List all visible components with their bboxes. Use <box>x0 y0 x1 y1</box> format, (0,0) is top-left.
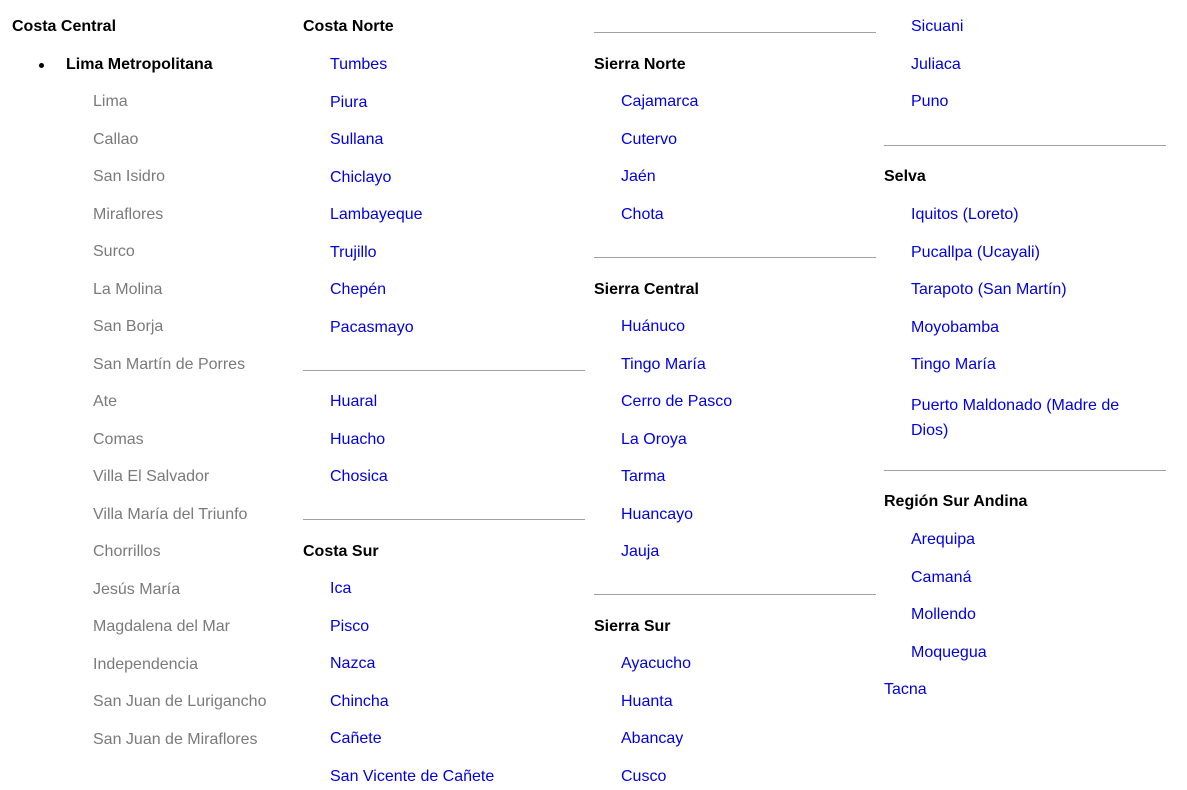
divider <box>303 370 585 371</box>
link-item[interactable]: Tingo María <box>911 356 996 373</box>
divider <box>884 470 1166 471</box>
link-item[interactable]: Tarma <box>621 468 666 485</box>
list-item: Villa El Salvador <box>93 468 210 485</box>
link-item[interactable]: Arequipa <box>911 531 976 548</box>
link-item[interactable]: Chepén <box>330 281 387 298</box>
link-item[interactable]: Tumbes <box>330 56 388 73</box>
list-item: Ate <box>93 393 118 410</box>
link-item[interactable]: Moyobamba <box>911 319 1000 336</box>
link-item[interactable]: Cusco <box>621 768 667 785</box>
heading-costa-central: Costa Central <box>12 18 117 35</box>
link-item[interactable]: Chiclayo <box>330 169 392 186</box>
link-item[interactable]: Pisco <box>330 618 370 635</box>
divider <box>594 594 876 595</box>
divider <box>884 145 1166 146</box>
link-item[interactable]: Puerto Maldonado (Madre de Dios) <box>911 397 1120 439</box>
link-item[interactable]: Iquitos (Loreto) <box>911 206 1019 223</box>
link-item[interactable]: Cajamarca <box>621 93 699 110</box>
link-item[interactable]: Cerro de Pasco <box>621 393 733 410</box>
link-item[interactable]: Huanta <box>621 693 673 710</box>
link-item[interactable]: Nazca <box>330 655 376 672</box>
link-item[interactable]: Chota <box>621 206 664 223</box>
list-item: Independencia <box>93 656 198 673</box>
list-item: Comas <box>93 431 144 448</box>
link-item[interactable]: Juliaca <box>911 56 961 73</box>
link-tacna[interactable]: Tacna <box>884 681 927 698</box>
heading-selva: Selva <box>884 168 926 185</box>
link-item[interactable]: Huacho <box>330 431 386 448</box>
list-item: Surco <box>93 243 135 260</box>
list-item: San Borja <box>93 318 164 335</box>
link-item[interactable]: Cutervo <box>621 131 678 148</box>
link-item[interactable]: Pucallpa (Ucayali) <box>911 244 1040 261</box>
link-item[interactable]: Sullana <box>330 131 384 148</box>
bullet-icon <box>39 63 44 68</box>
list-item: Miraflores <box>93 206 164 223</box>
list-item: Callao <box>93 131 139 148</box>
link-item[interactable]: Jauja <box>621 543 660 560</box>
link-item[interactable]: Sicuani <box>911 18 964 35</box>
link-item[interactable]: Huaral <box>330 393 378 410</box>
link-item[interactable]: Mollendo <box>911 606 976 623</box>
link-item[interactable]: Tingo María <box>621 356 706 373</box>
subheading-lima-metropolitana: Lima Metropolitana <box>66 56 213 73</box>
list-item: San Isidro <box>93 168 166 185</box>
heading-costa-norte: Costa Norte <box>303 18 394 35</box>
link-item[interactable]: Lambayeque <box>330 206 423 223</box>
link-item[interactable]: Piura <box>330 94 368 111</box>
divider <box>594 257 876 258</box>
heading-sierra-sur: Sierra Sur <box>594 618 671 635</box>
link-item[interactable]: Tarapoto (San Martín) <box>911 281 1067 298</box>
link-item[interactable]: Puno <box>911 93 949 110</box>
link-item[interactable]: Huancayo <box>621 506 694 523</box>
link-item[interactable]: Trujillo <box>330 244 377 261</box>
list-item: Villa María del Triunfo <box>93 506 248 523</box>
heading-costa-sur: Costa Sur <box>303 543 379 560</box>
link-item[interactable]: Camaná <box>911 569 972 586</box>
link-item[interactable]: Ayacucho <box>621 655 691 672</box>
link-item[interactable]: Abancay <box>621 730 684 747</box>
divider <box>303 519 585 520</box>
list-item: Chorrillos <box>93 543 161 560</box>
link-item[interactable]: Moquegua <box>911 644 987 661</box>
link-item[interactable]: Chosica <box>330 468 388 485</box>
divider <box>594 32 876 33</box>
link-item[interactable]: Ica <box>330 580 352 597</box>
link-item[interactable]: Jaén <box>621 168 656 185</box>
list-item: Magdalena del Mar <box>93 618 230 635</box>
heading-sierra-norte: Sierra Norte <box>594 56 686 73</box>
link-item[interactable]: Huánuco <box>621 318 686 335</box>
heading-region-sur-andina: Región Sur Andina <box>884 493 1028 510</box>
link-item[interactable]: Pacasmayo <box>330 319 414 336</box>
list-item: Jesús María <box>93 581 181 598</box>
list-item: La Molina <box>93 281 163 298</box>
list-item: San Martín de Porres <box>93 356 246 373</box>
link-item[interactable]: La Oroya <box>621 431 687 448</box>
link-item[interactable]: Chincha <box>330 693 389 710</box>
heading-sierra-central: Sierra Central <box>594 281 699 298</box>
list-item: San Juan de Lurigancho <box>93 693 267 710</box>
link-item[interactable]: Cañete <box>330 730 382 747</box>
list-item: Lima <box>93 93 128 110</box>
list-item: San Juan de Miraflores <box>93 731 258 748</box>
link-item[interactable]: San Vicente de Cañete <box>330 768 495 785</box>
